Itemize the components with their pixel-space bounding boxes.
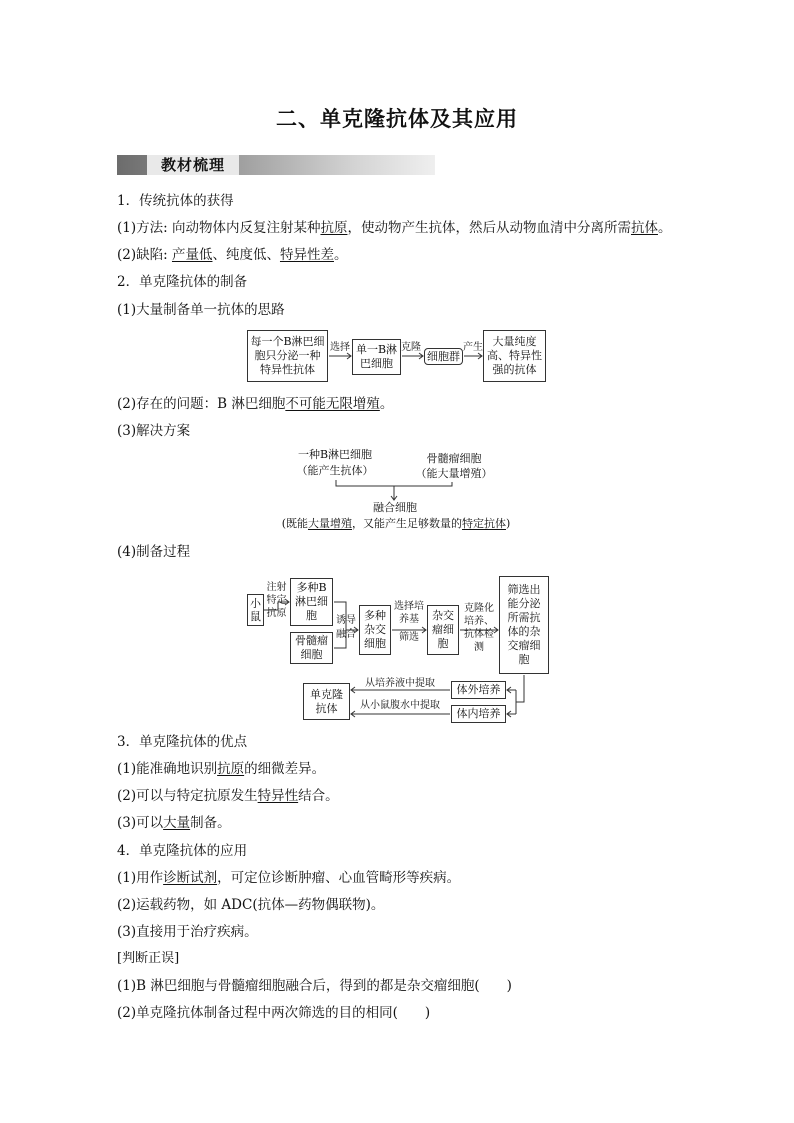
d3-myeloma: 骨髓瘤细胞	[290, 632, 333, 664]
d3-mouse: 小鼠	[247, 594, 264, 626]
d3-inject-label: 注射特定抗原	[266, 582, 287, 619]
s3-heading: 3．单克隆抗体的优点	[117, 734, 248, 750]
s2-solution: (3)解决方案	[117, 423, 191, 439]
judge-q2: (2)单克隆抗体制备过程中两次筛选的目的相同( )	[117, 1005, 431, 1021]
d3-invitro: 体外培养	[451, 681, 506, 699]
d3-select-bot: 筛选	[399, 632, 419, 643]
judge-q1: (1)B 淋巴细胞与骨髓瘤细胞融合后，得到的都是杂交瘤细胞( )	[117, 978, 512, 994]
d1-box-group: 细胞群	[424, 348, 463, 365]
d3-from-ascites: 从小鼠腹水中提取	[360, 700, 440, 711]
s1-method: (1)方法: 向动物体内反复注射某种抗原，使动物产生抗体，然后从动物血清中分离所需抗体。	[117, 220, 672, 236]
d1-arrow2-label: 克隆	[401, 342, 421, 353]
s3-p3: (3)可以大量制备。	[117, 815, 231, 831]
d3-bcell: 多种B淋巴细胞	[290, 578, 333, 626]
section-label: 教材梳理	[147, 155, 239, 175]
d3-mab: 单克隆抗体	[303, 683, 350, 720]
s4-p3: (3)直接用于治疗疾病。	[117, 924, 258, 940]
page-title: 二、单克隆抗体及其应用	[276, 106, 518, 131]
s4-p1: (1)用作诊断试剂，可定位诊断肿瘤、心血管畸形等疾病。	[117, 870, 461, 886]
s2-heading: 2．单克隆抗体的制备	[117, 274, 248, 290]
s4-heading: 4．单克隆抗体的应用	[117, 843, 248, 859]
d2-left-note: （能产生抗体）	[296, 464, 374, 477]
s1-heading: 1．传统抗体的获得	[117, 193, 234, 209]
d3-screened: 筛选出能分泌所需抗体的杂交瘤细胞	[499, 576, 549, 674]
d1-box-single: 单一B淋巴细胞	[352, 339, 401, 375]
judge-heading: [判断正误]	[117, 951, 180, 966]
s2-process: (4)制备过程	[117, 544, 191, 560]
d3-hybrid: 多种杂交细胞	[359, 605, 391, 655]
d3-from-medium: 从培养液中提取	[365, 678, 435, 689]
d1-box-antibody: 大量纯度高、特异性强的抗体	[483, 330, 546, 382]
s4-p2: (2)运载药物，如 ADC(抗体—药物偶联物)。	[117, 897, 385, 913]
d3-invivo: 体内培养	[451, 705, 506, 723]
d3-hybridoma: 杂交瘤细胞	[427, 605, 459, 655]
d3-select-top: 选择培养基	[394, 601, 424, 625]
d2-left-name: 一种B淋巴细胞	[297, 448, 373, 461]
d2-result-name: 融合细胞	[373, 501, 417, 514]
d3-induce-label: 诱导融合	[336, 615, 356, 640]
d1-arrow1-label: 选择	[330, 342, 350, 353]
d2-result-note: (既能大量增殖，又能产生足够数量的特定抗体)	[281, 517, 511, 530]
d3-clone-label: 克隆化培养、抗体检测	[464, 603, 494, 653]
d2-right-note: （能大量增殖）	[415, 467, 493, 480]
s2-problem: (2)存在的问题：B 淋巴细胞不可能无限增殖。	[117, 396, 394, 412]
d2-right-name: 骨髓瘤细胞	[426, 452, 482, 465]
s3-p2: (2)可以与特定抗原发生特异性结合。	[117, 788, 339, 804]
s1-defect: (2)缺陷: 产量低、纯度低、特异性差。	[117, 247, 348, 263]
d1-arrow3-label: 产生	[463, 342, 483, 353]
s2-idea: (1)大量制备单一抗体的思路	[117, 302, 285, 318]
s3-p1: (1)能准确地识别抗原的细微差异。	[117, 761, 326, 777]
d1-box-bcell: 每一个B淋巴细胞只分泌一种特异性抗体	[247, 330, 328, 382]
